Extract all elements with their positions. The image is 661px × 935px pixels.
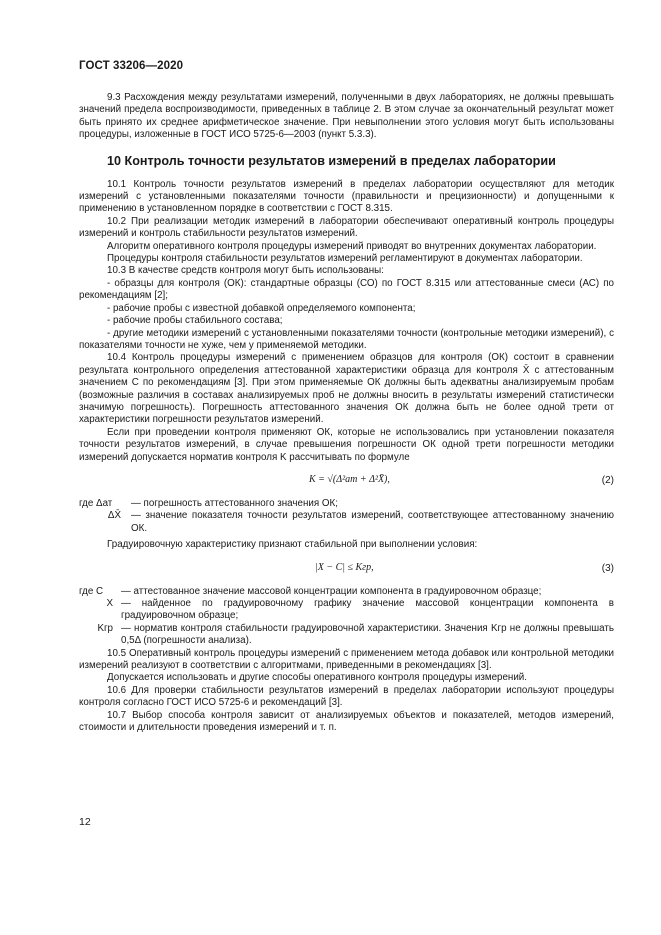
list-item: - рабочие пробы стабильного состава; [107, 315, 283, 327]
list-item: - другие методики измерений с установленными показателями точности (контрольные методики измерений), с показателями точности не хуже, чем у применяемой методики. [79, 327, 614, 351]
paragraph-calibration: Градуировочную характеристику признают стабильной при выполнении условия: [107, 539, 478, 551]
definition-text: — найденное по градуировочному графику значение массовой концентрации компонента в градуировочном образце; [121, 598, 614, 622]
list-item: - рабочие пробы с известной добавкой определяемого компонента; [107, 302, 416, 314]
paragraph-10-5: 10.5 Оперативный контроль процедуры измерений с применением метода добавок или контрольной методики измерений реализуют в соответствии с алгоритмами, приведенными в рекомендациях [3]. [79, 647, 614, 672]
paragraph-10-7: 10.7 Выбор способа контроля зависит от анализируемых объектов и показателей, методов измерений, стоимости и длительности проведения измерений и т. п. [79, 709, 614, 734]
paragraph-9-3: 9.3 Расхождения между результатами измерений, полученными в двух лабораториях, не должны превышать значений предела воспроизводимости, приведенных в таблице 2. В этом случае за окончательный результат может быть принято их среднее арифметическое значение. При невыполнении этого условия могут быть использованы процедуры, изложенные в ГОСТ ИСО 5725-6—2003 (пункт 5.3.3). [79, 92, 614, 141]
document-header: ГОСТ 33206—2020 [79, 60, 184, 72]
definition-symbol: X [106, 598, 113, 609]
definition-symbol: где Δат [79, 497, 113, 509]
paragraph-10-6: 10.6 Для проверки стабильности результатов измерений в пределах лаборатории используют процедуры контроля согласно ГОСТ ИСО 5725-6 и рекомендаций [3]. [79, 684, 614, 709]
definition-row [79, 510, 614, 535]
paragraph-10-3: 10.3 В качестве средств контроля могут быть использованы: [107, 265, 384, 277]
definition-row [79, 598, 614, 623]
definition-text: — значение показателя точности результатов измерений, соответствующее аттестованному значению ОК. [131, 510, 614, 534]
definition-row [79, 623, 614, 648]
definition-text: — норматив контроля стабильности градуировочной характеристики. Значения Kгр не должны превышать 0,5Δ (погрешности анализа). [121, 622, 614, 647]
section-title: 10 Контроль точности результатов измерений в пределах лаборатории [107, 153, 556, 168]
formula-2 [79, 470, 614, 494]
definition-text: — аттестованное значение массовой концентрации компонента в градуировочном образце; [121, 585, 542, 597]
page-number: 12 [79, 816, 91, 828]
paragraph-allowed: Допускается использовать и другие способы оперативного контроля процедуры измерений. [107, 672, 527, 684]
paragraph-10-1: 10.1 Контроль точности результатов измерений в пределах лаборатории осуществляют для методик измерений с установленными показателями точности (правильности и прецизионности) и допущенными к применению в установленном порядке в соответствии с ГОСТ 8.315. [79, 178, 614, 215]
definition-symbol: Kгр [97, 622, 113, 634]
document-body [79, 92, 614, 734]
definition-text: — погрешность аттестованного значения ОК; [131, 497, 338, 509]
formula-3-expression: |X − C| ≤ Kгр, [315, 561, 374, 573]
paragraph-10-2: 10.2 При реализации методик измерений в лаборатории обеспечивают оперативный контроль процедуры измерений и контроль стабильности результатов измерений. [79, 215, 614, 240]
definition-row [79, 498, 614, 510]
paragraph-if-ok: Если при проведении контроля применяют ОК, которые не использовались при установлении показателя точности результатов измерений, в случае превышения погрешности ОК одной трети погрешности методики измерений допускается норматив контроля K рассчитывать по формуле [79, 426, 614, 463]
list-item: - образцы для контроля (ОК): стандартные образцы (СО) по ГОСТ 8.315 или аттестованные смеси (АС) по рекомендациям [2]; [79, 277, 614, 302]
paragraph-procedures: Процедуры контроля стабильности результатов измерений регламентируют в документах лаборатории. [107, 253, 583, 265]
paragraph-algorithm: Алгоритм оперативного контроля процедуры измерений приводят во внутренних документах лаборатории. [107, 240, 597, 252]
formula-2-expression: K = √(Δ²ат + Δ²X̄), [309, 473, 390, 485]
formula-3 [79, 558, 614, 582]
formula-3-number: (3) [601, 562, 614, 574]
definition-symbol: где C [79, 585, 104, 597]
definition-symbol: ΔX̄ [107, 510, 121, 522]
paragraph-10-4: 10.4 Контроль процедуры измерений с применением образцов для контроля (ОК) состоит в сравнении результата контрольного определения аттестованной характеристики образца для контроля X̄ с аттестованным значением C по рекомендациям [3]. При этом применяемые ОК должны быть адекватны анализируемым пробам (возможные различия в составах анализируемых проб не должны вносить в результаты измерений статистически значимую погрешность). Погрешность аттестованного значения ОК должна быть не более одной трети от характеристики погрешности результатов измерений. [79, 352, 614, 426]
definition-row [79, 586, 614, 598]
formula-2-number: (2) [601, 474, 614, 486]
